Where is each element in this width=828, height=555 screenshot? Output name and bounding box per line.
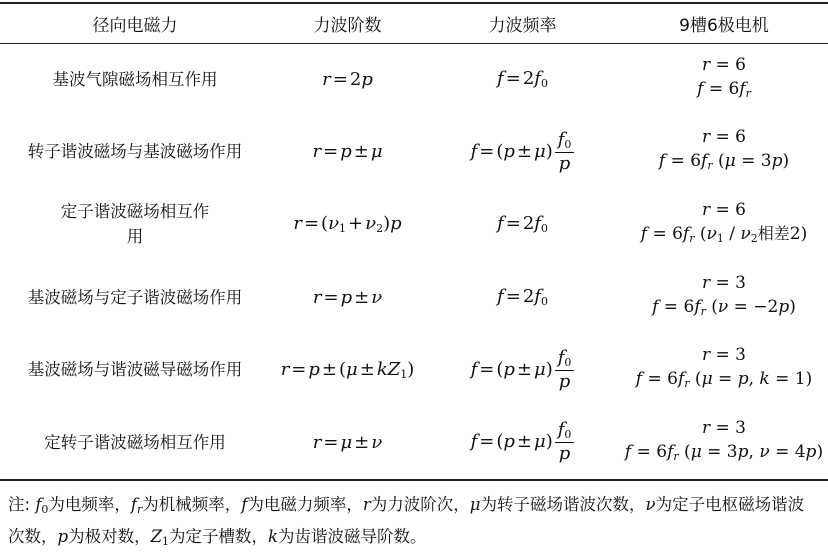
motor-cell xyxy=(620,333,828,406)
order-formula: r = 2p xyxy=(322,68,373,90)
header-frequency: 力波频率 xyxy=(488,15,557,36)
footnote-prefix: 注: xyxy=(8,495,31,514)
motor-frequency: $f = 6f_r$ (μ = 3p, ν = 4p) xyxy=(624,441,824,463)
force-label: 转子谐波磁场与基波磁场作用 xyxy=(27,142,243,162)
frequency-formula: f = (p ± μ) $\frac{f_0}{p}$ xyxy=(471,141,575,162)
radial-force-table xyxy=(0,3,828,479)
header-order: 力波阶数 xyxy=(313,15,382,36)
frequency-formula: $f = 2f_0$ xyxy=(497,213,548,236)
frequency-cell xyxy=(425,406,620,479)
order-formula: r = p ± μ xyxy=(312,141,383,163)
force-label: 定转子谐波磁场相互作用 xyxy=(44,432,226,452)
table-header-row xyxy=(0,3,828,43)
table-row xyxy=(0,43,828,116)
motor-order: r = 3 xyxy=(701,272,746,293)
table-row xyxy=(0,188,828,261)
table-bottom-rule xyxy=(0,479,828,481)
motor-frequency: $f = 6f_r$ ($\nu_1 / \nu_2$相差2) xyxy=(640,223,808,245)
motor-order: r = 6 xyxy=(701,199,746,220)
frequency-cell xyxy=(425,261,620,334)
motor-cell xyxy=(620,261,828,334)
order-cell xyxy=(270,116,425,189)
force-label: 基波磁场与谐波磁导磁场作用 xyxy=(27,360,243,380)
force-label: 定子谐波磁场相互作用 xyxy=(60,202,210,247)
fraction: $\frac{f_0}{p}$ xyxy=(555,421,575,463)
table-row xyxy=(0,406,828,479)
order-cell xyxy=(270,261,425,334)
fraction: $\frac{f_0}{p}$ xyxy=(555,349,575,391)
motor-order: r = 6 xyxy=(701,127,746,148)
frequency-cell xyxy=(425,188,620,261)
table-footnote xyxy=(8,491,820,555)
frequency-cell xyxy=(425,43,620,116)
frequency-formula: $f = 2f_0$ xyxy=(497,68,548,91)
frequency-cell xyxy=(425,116,620,189)
motor-frequency: $f = 6f_r$ (ν = −2p) xyxy=(652,296,796,318)
motor-frequency: $f = 6f_r$ (μ = p, k = 1) xyxy=(635,369,813,391)
order-formula: $r = (\nu_1 + \nu_2)p$ xyxy=(293,213,402,236)
motor-order: r = 3 xyxy=(701,417,746,438)
order-formula: r = μ ± ν xyxy=(312,431,383,453)
frequency-formula: f = (p ± μ) $\frac{f_0}{p}$ xyxy=(471,431,575,452)
motor-frequency: $f = 6f_r$ (μ = 3p) xyxy=(658,151,790,173)
table-row xyxy=(0,116,828,189)
force-cell xyxy=(0,406,270,479)
motor-frequency: $f = 6f_r$ xyxy=(697,78,751,100)
force-cell xyxy=(0,43,270,116)
order-formula: $r = p \pm (\mu \pm kZ_1)$ xyxy=(280,358,415,381)
frequency-cell xyxy=(425,333,620,406)
force-label: 基波气隙磁场相互作用 xyxy=(52,69,218,89)
motor-cell xyxy=(620,116,828,189)
fraction: $\frac{f_0}{p}$ xyxy=(555,131,575,173)
frequency-formula: f = (p ± μ) $\frac{f_0}{p}$ xyxy=(471,359,575,380)
force-cell xyxy=(0,261,270,334)
motor-cell xyxy=(620,188,828,261)
motor-order: r = 3 xyxy=(701,345,746,366)
header-force: 径向电磁力 xyxy=(92,15,178,36)
header-motor: 9槽6极电机 xyxy=(679,15,769,36)
force-cell xyxy=(0,188,270,261)
order-cell xyxy=(270,188,425,261)
footnote-text: $f_0$为电频率，$f_r$为机械频率，f为电磁力频率，r为力波阶次，μ为转子磁场谐波次数，ν为定子电枢磁场谐波次数，p为极对数，$Z_1$为定子槽数，k为齿谐波磁导阶数。 xyxy=(8,495,805,548)
motor-cell xyxy=(620,43,828,116)
table-row xyxy=(0,333,828,406)
force-cell xyxy=(0,116,270,189)
order-cell xyxy=(270,43,425,116)
order-formula: r = p ± ν xyxy=(312,286,383,308)
table-row xyxy=(0,261,828,334)
motor-order: r = 6 xyxy=(701,54,746,75)
order-cell xyxy=(270,406,425,479)
force-label: 基波磁场与定子谐波磁场作用 xyxy=(27,287,243,307)
frequency-formula: $f = 2f_0$ xyxy=(497,286,548,309)
motor-cell xyxy=(620,406,828,479)
force-cell xyxy=(0,333,270,406)
order-cell xyxy=(270,333,425,406)
